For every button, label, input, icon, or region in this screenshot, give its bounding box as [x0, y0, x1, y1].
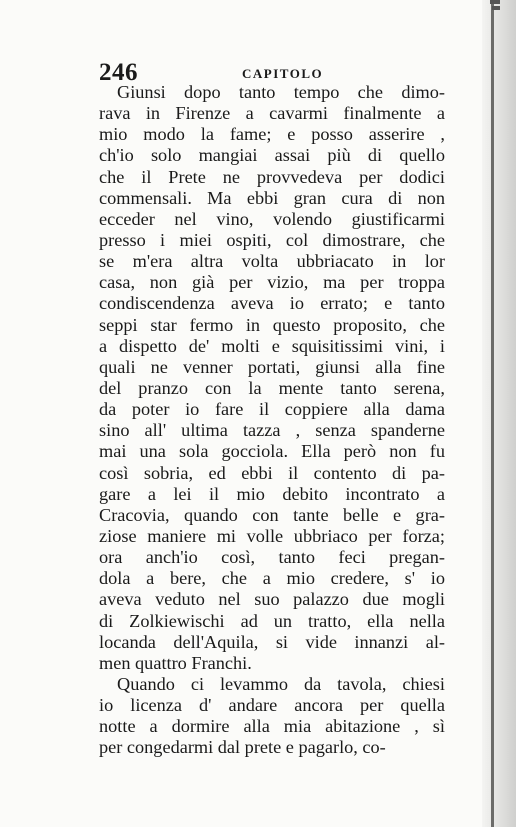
text-line: men quattro Franchi. [99, 652, 252, 673]
binding-mark [490, 0, 500, 4]
text-line: ecceder nel vino, volendo giustificarmi [99, 208, 445, 229]
text-line: così sobria, ed ebbi il contento di pa- [99, 462, 445, 483]
text-line: ora anch'io così, tanto feci pregan- [99, 547, 445, 568]
text-line: casa, non già per vizio, ma per troppa [99, 272, 445, 293]
text-line: commensali. Ma ebbi gran cura di non [99, 187, 445, 208]
text-line: ziose maniere mi volle ubbriaco per forza; [99, 525, 445, 546]
text-line: Quando ci levammo da tavola, chiesi [117, 673, 445, 694]
text-line: Cracovia, quando con tante belle e gra- [99, 504, 445, 525]
text-line: notte a dormire alla mia abitazione , sì [99, 716, 445, 737]
text-line: mai una sola gocciola. Ella però non fu [99, 441, 445, 462]
text-line: se m'era altra volta ubbriacato in lor [99, 251, 445, 272]
text-line: rava in Firenze a cavarmi finalmente a [99, 103, 445, 124]
text-line: sino all' ultima tazza , senza spanderne [99, 420, 445, 441]
page-number: 246 [99, 59, 138, 86]
text-line: presso i miei ospiti, col dimostrare, che [99, 229, 445, 250]
text-line: dola a bere, che a mio credere, s' io [99, 568, 445, 589]
binding-line [491, 0, 494, 827]
text-line: quali ne venner portati, giunsi alla fine [99, 356, 445, 377]
text-line: per congedarmi dal prete e pagarlo, co- [99, 737, 386, 758]
running-head: CAPITOLO [242, 66, 324, 81]
text-line: da poter io fare il coppiere alla dama [99, 399, 445, 420]
text-line: gare a lei il mio debito incontrato a [99, 483, 445, 504]
text-line: che il Prete ne provvedeva per dodici [99, 166, 445, 187]
text-line: seppi star fermo in questo proposito, che [99, 314, 445, 335]
text-line: a dispetto de' molti e squisitissimi vini, i [99, 335, 445, 356]
body-text [99, 82, 445, 759]
binding-mark [492, 6, 500, 10]
text-line: locanda dell'Aquila, si vide innanzi al- [99, 631, 445, 652]
text-line: io licenza d' andare ancora per quella [99, 695, 445, 716]
text-line: mio modo la fame; e posso asserire , [99, 124, 445, 145]
text-line: aveva veduto nel suo palazzo due mogli [99, 589, 445, 610]
text-line: Giunsi dopo tanto tempo che dimo- [117, 82, 445, 102]
text-line: ch'io solo mangiai assai più di quello [99, 145, 445, 166]
text-line: condiscendenza aveva io errato; e tanto [99, 293, 445, 314]
binding-edge [482, 0, 516, 827]
text-line: di Zolkiewischi ad un tratto, ella nella [99, 610, 445, 631]
text-line: del pranzo con la mente tanto serena, [99, 377, 445, 398]
